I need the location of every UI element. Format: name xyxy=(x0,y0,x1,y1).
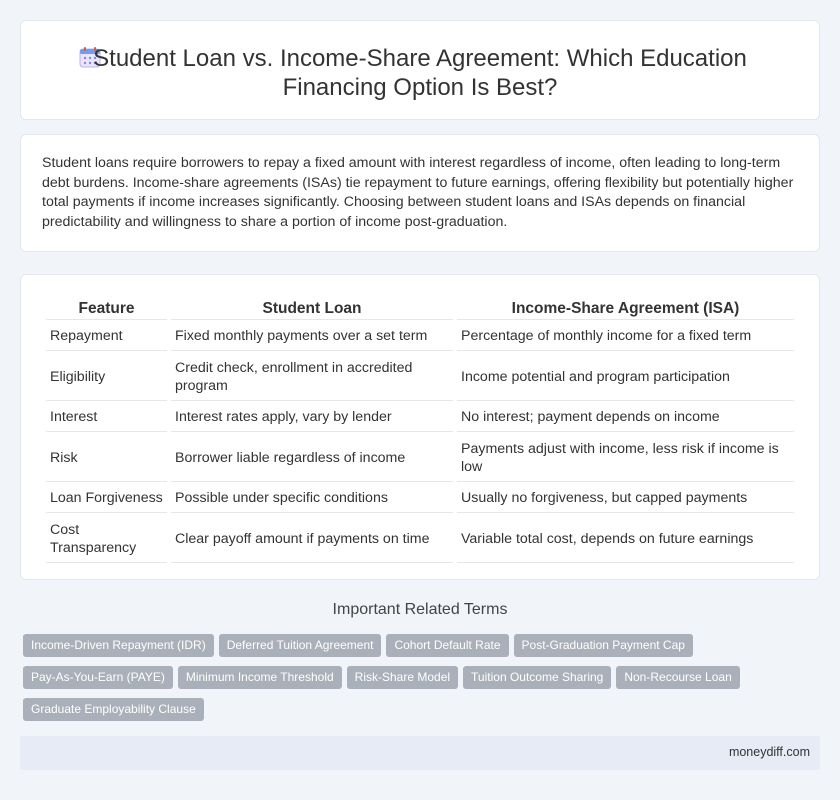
related-term-tag[interactable]: Non-Recourse Loan xyxy=(616,666,739,689)
student-loan-cell: Clear payoff amount if payments on time xyxy=(171,515,453,563)
student-loan-cell: Possible under specific conditions xyxy=(171,484,453,513)
header-student-loan: Student Loan xyxy=(171,298,453,320)
footer xyxy=(20,736,820,770)
site-name[interactable]: moneydiff.com xyxy=(728,745,810,759)
related-term-tag[interactable]: Tuition Outcome Sharing xyxy=(463,666,611,689)
student-loan-cell: Credit check, enrollment in accredited program xyxy=(171,353,453,401)
comparison-card xyxy=(20,274,820,580)
feature-cell: Risk xyxy=(46,434,167,482)
isa-cell: Percentage of monthly income for a fixed term xyxy=(457,322,794,351)
feature-cell: Repayment xyxy=(46,322,167,351)
related-term-tag[interactable]: Minimum Income Threshold xyxy=(178,666,342,689)
isa-cell: Income potential and program participation xyxy=(457,353,794,401)
related-term-tag[interactable]: Graduate Employability Clause xyxy=(23,698,204,721)
table-row xyxy=(46,403,794,432)
related-terms-list xyxy=(23,634,823,730)
isa-cell: Variable total cost, depends on future earnings xyxy=(457,515,794,563)
intro-paragraph: Student loans require borrowers to repay a fixed amount with interest regardless of income, often leading to long-term debt burdens. Income-share agreements (ISAs) tie repayment to future earnings, offering flexibility but potentially higher total payments if income increases significantly. Choosing between student loans and ISAs depends on financial predictability and willingness to share a portion of income post-graduation. xyxy=(42,155,794,230)
table-row xyxy=(46,484,794,513)
student-loan-cell: Borrower liable regardless of income xyxy=(171,434,453,482)
isa-cell: Payments adjust with income, less risk if income is low xyxy=(457,434,794,482)
intro-card xyxy=(20,134,820,252)
related-term-tag[interactable]: Post-Graduation Payment Cap xyxy=(514,634,693,657)
header-feature: Feature xyxy=(46,298,167,320)
related-term-tag[interactable]: Income-Driven Repayment (IDR) xyxy=(23,634,214,657)
related-term-tag[interactable]: Cohort Default Rate xyxy=(386,634,508,657)
feature-cell: Interest xyxy=(46,403,167,432)
isa-cell: No interest; payment depends on income xyxy=(457,403,794,432)
comparison-table xyxy=(42,296,798,565)
student-loan-cell: Interest rates apply, vary by lender xyxy=(171,403,453,432)
related-term-tag[interactable]: Deferred Tuition Agreement xyxy=(219,634,382,657)
related-term-tag[interactable]: Pay-As-You-Earn (PAYE) xyxy=(23,666,173,689)
related-terms-title: Important Related Terms xyxy=(332,601,508,618)
feature-cell: Eligibility xyxy=(46,353,167,401)
student-loan-cell: Fixed monthly payments over a set term xyxy=(171,322,453,351)
page-title: Student Loan vs. Income-Share Agreement: Which Education Financing Option Is Best? xyxy=(93,45,747,101)
feature-cell: Cost Transparency xyxy=(46,515,167,563)
table-header-row xyxy=(46,298,794,320)
header-card xyxy=(20,20,820,120)
related-term-tag[interactable]: Risk-Share Model xyxy=(347,666,458,689)
table-row xyxy=(46,322,794,351)
header-isa: Income-Share Agreement (ISA) xyxy=(457,298,794,320)
table-row xyxy=(46,353,794,401)
feature-cell: Loan Forgiveness xyxy=(46,484,167,513)
table-row xyxy=(46,515,794,563)
isa-cell: Usually no forgiveness, but capped payments xyxy=(457,484,794,513)
table-row xyxy=(46,434,794,482)
